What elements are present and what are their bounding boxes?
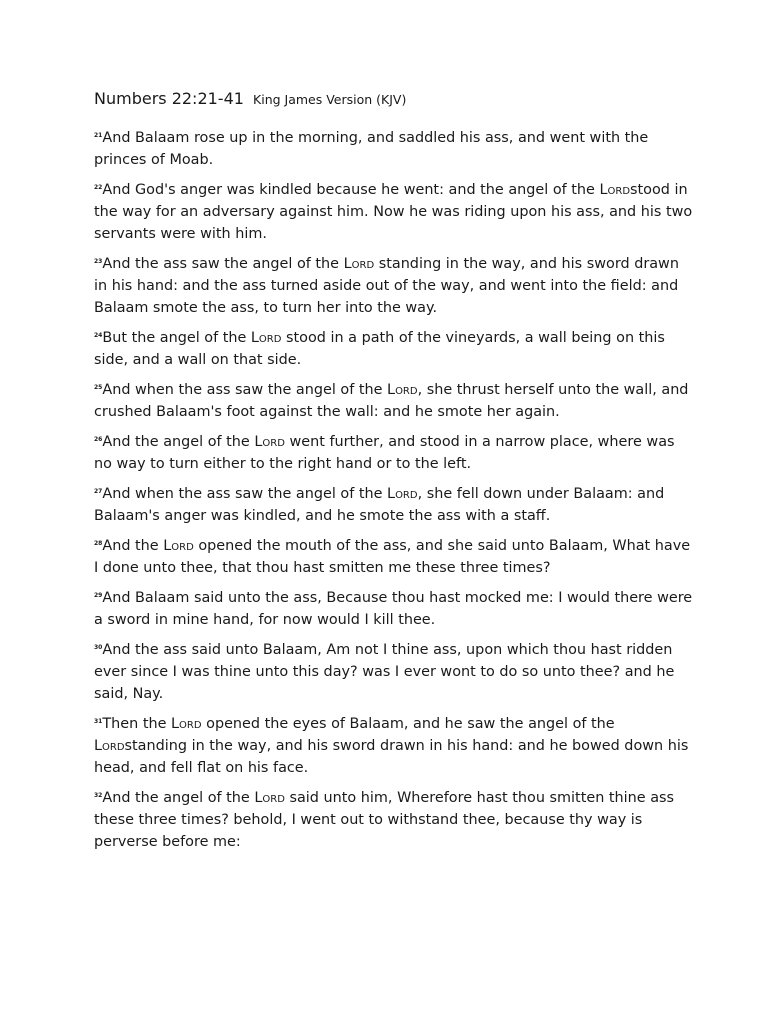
verse-text: And the [102, 538, 164, 554]
verse-text: standing in the way, and his sword drawn in his hand: and the ass turned aside out of the way, and went into the field: and Balaam smote the ass, to turn her into the way. [94, 256, 679, 316]
verse-text: , she fell down under Balaam: and Balaam's anger was kindled, and he smote the ass with a staff. [94, 486, 665, 524]
passage-reference: Numbers 22:21-41 [94, 89, 244, 108]
verse-text: And when the ass saw the angel of the [102, 382, 388, 398]
verse-number: 26 [94, 436, 103, 443]
verse-text: And when the ass saw the angel of the [102, 486, 388, 502]
divine-name: Lord [171, 716, 202, 732]
divine-name: Lord [250, 330, 282, 346]
verse [94, 127, 694, 171]
verse-text: But the angel of the [102, 330, 251, 346]
document-page [94, 88, 694, 861]
verse [94, 327, 694, 371]
verse [94, 179, 694, 245]
verse [94, 483, 694, 527]
verse-text: And God's anger was kindled because he went: and the angel of the [102, 182, 600, 198]
verse [94, 587, 694, 631]
passage-heading [94, 88, 694, 111]
verse-number: 32 [94, 792, 103, 799]
verse-number: 29 [94, 592, 103, 599]
verse-text: stood in a path of the vineyards, a wall being on this side, and a wall on that side. [94, 330, 665, 368]
verse [94, 713, 694, 779]
verse-number: 25 [94, 384, 103, 391]
verse-number: 28 [94, 540, 103, 547]
verse-text: stood in the way for an adversary against him. Now he was riding upon his ass, and his two servants were with him. [94, 182, 693, 242]
verse-text: said unto him, Wherefore hast thou smitten thine ass these three times? behold, I went out to withstand thee, because thy way is perverse before me: [94, 790, 675, 850]
divine-name: Lord [94, 738, 125, 754]
divine-name: Lord [254, 434, 285, 450]
verse-text: standing in the way, and his sword drawn in his hand: and he bowed down his head, and fell flat on his face. [94, 738, 689, 776]
verse-number: 22 [94, 184, 103, 191]
verse [94, 431, 694, 475]
bible-version: King James Version (KJV) [253, 92, 407, 107]
verse-number: 30 [94, 644, 103, 651]
verse-number: 21 [94, 132, 103, 139]
verse [94, 379, 694, 423]
verse [94, 787, 694, 853]
divine-name: Lord [163, 538, 194, 554]
verse-text: went further, and stood in a narrow place, where was no way to turn either to the right hand or to the left. [94, 434, 675, 472]
verse-number: 27 [94, 488, 103, 495]
verse-text: And the angel of the [102, 790, 255, 806]
verse [94, 253, 694, 319]
verse-text: opened the eyes of Balaam, and he saw the angel of the [201, 716, 615, 732]
verse-text: , she thrust herself unto the wall, and crushed Balaam's foot against the wall: and he smote her again. [94, 382, 689, 420]
divine-name: Lord [599, 182, 631, 198]
divine-name: Lord [387, 382, 418, 398]
verse-number: 31 [94, 718, 103, 725]
verse-number: 23 [94, 258, 103, 265]
verse-text: And Balaam rose up in the morning, and saddled his ass, and went with the princes of Moab. [94, 130, 649, 168]
divine-name: Lord [343, 256, 375, 272]
verse [94, 639, 694, 705]
verse-text: And the ass saw the angel of the [102, 256, 344, 272]
divine-name: Lord [254, 790, 285, 806]
verse-text: Then the [102, 716, 172, 732]
verse-number: 24 [94, 332, 103, 339]
verse-text: And the ass said unto Balaam, Am not I thine ass, upon which thou hast ridden ever since I was thine unto this day? was I ever wont to do so unto thee? and he said, Nay. [94, 642, 675, 702]
verse-text: And the angel of the [102, 434, 255, 450]
verse [94, 535, 694, 579]
verse-text: And Balaam said unto the ass, Because thou hast mocked me: I would there were a sword in mine hand, for now would I kill thee. [94, 590, 693, 628]
verse-text: opened the mouth of the ass, and she said unto Balaam, What have I done unto thee, that thou hast smitten me these three times? [94, 538, 691, 576]
divine-name: Lord [387, 486, 418, 502]
